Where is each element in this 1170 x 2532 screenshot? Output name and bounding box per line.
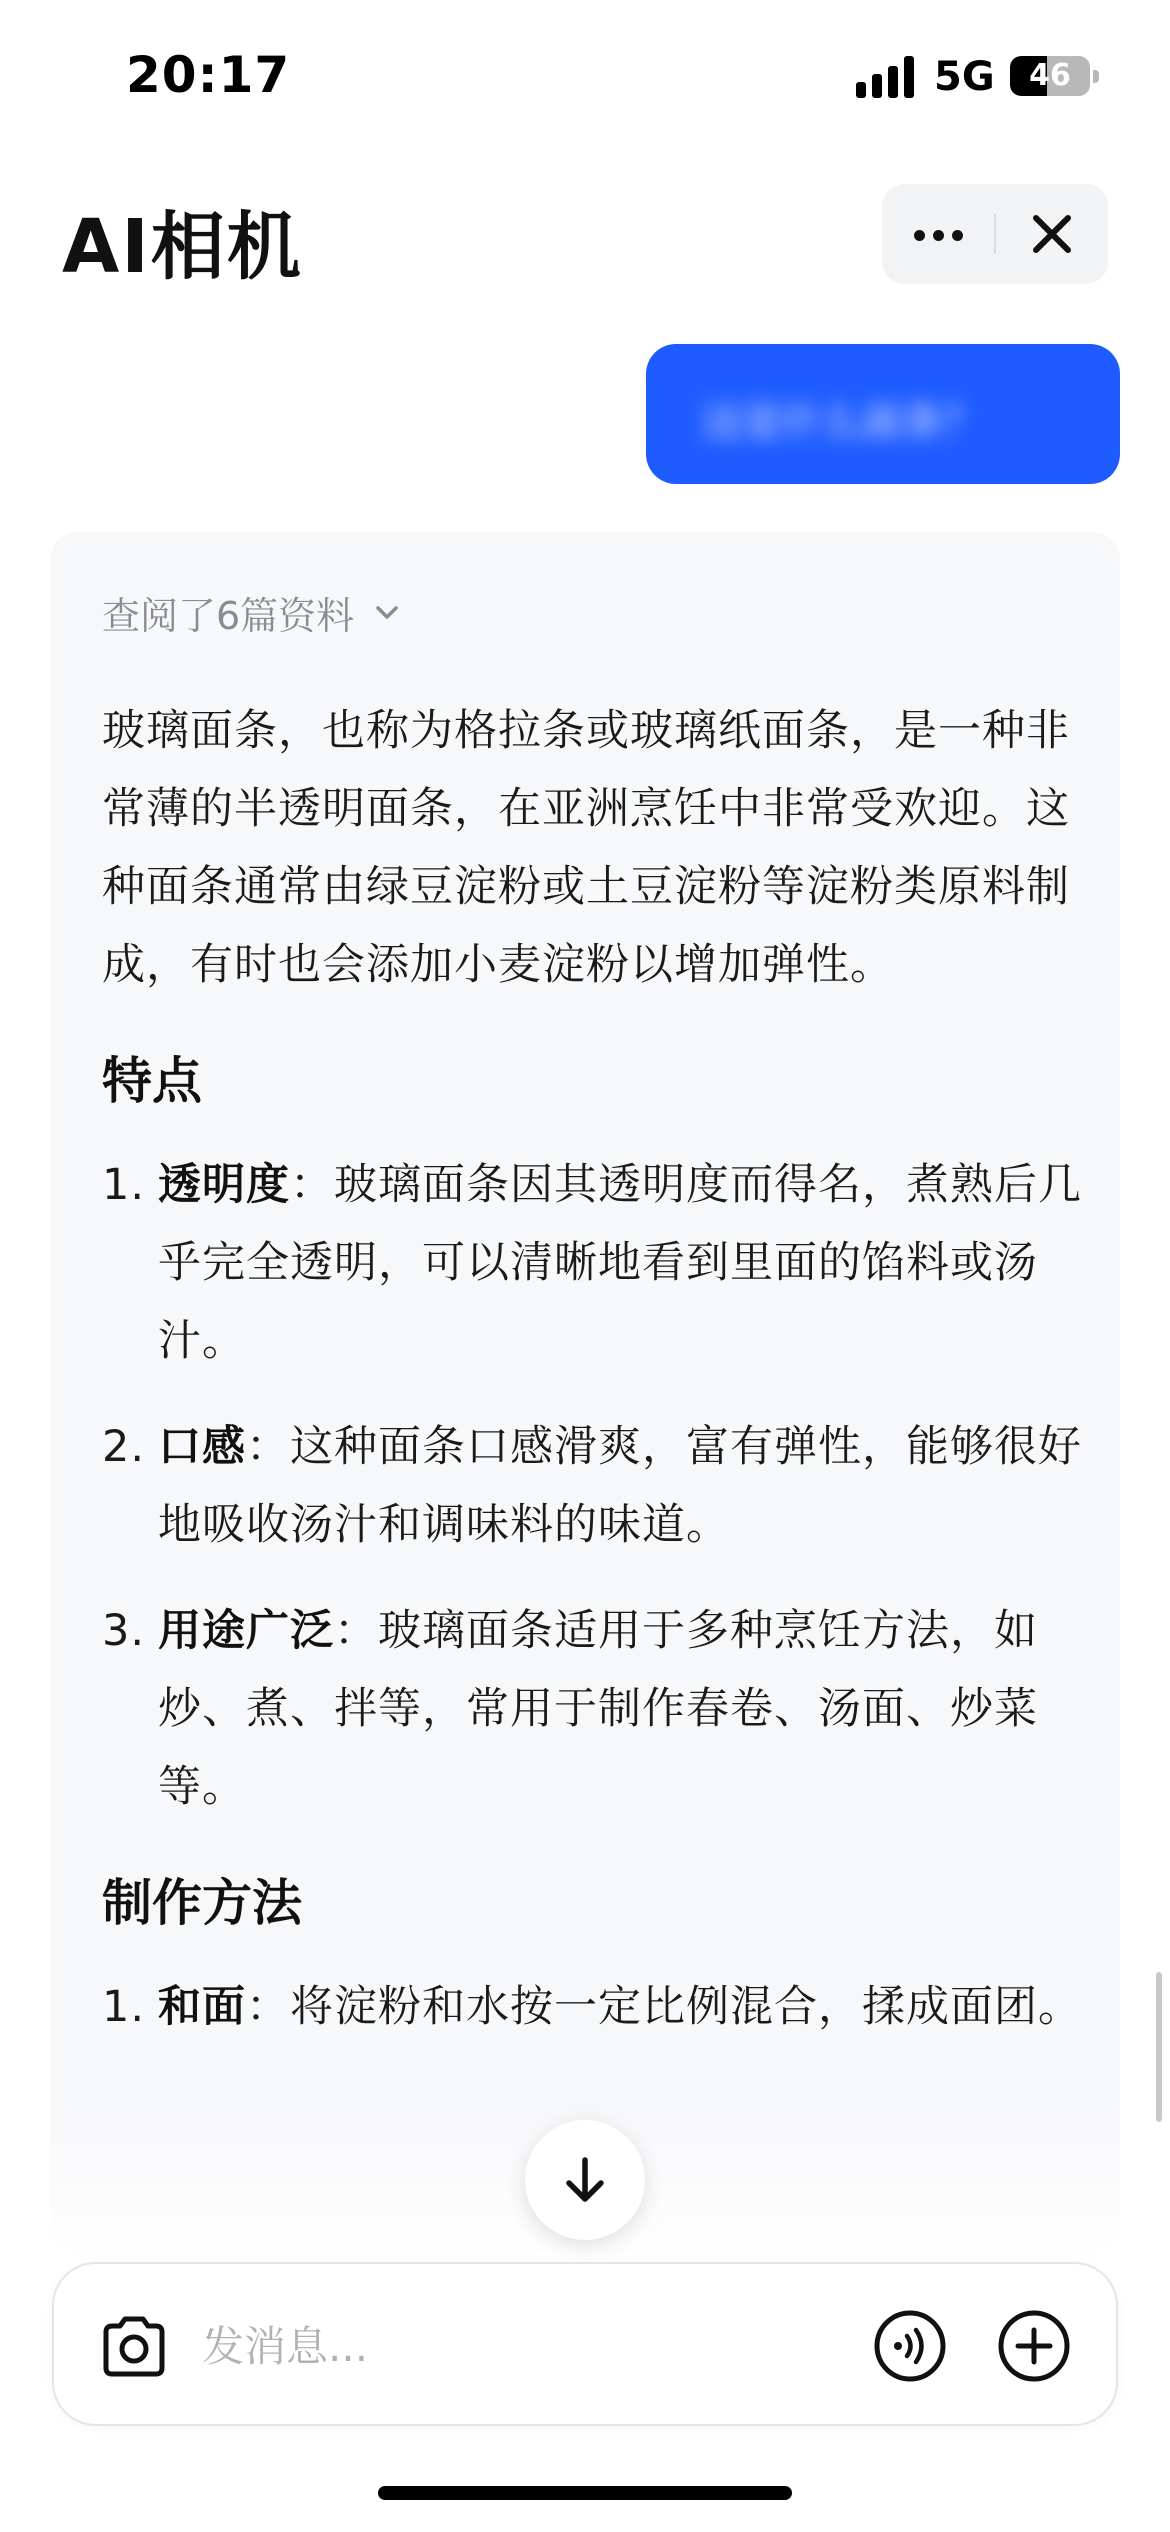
close-button[interactable]	[996, 184, 1108, 284]
list-item-title: 和面	[158, 1982, 246, 2032]
scroll-to-bottom-button[interactable]	[525, 2120, 645, 2240]
user-message-bubble[interactable]	[646, 344, 1120, 484]
battery-tip	[1093, 70, 1099, 83]
arrow-down-icon	[559, 2154, 611, 2206]
list-number: 1.	[102, 1982, 146, 2032]
close-icon	[996, 184, 1108, 284]
voice-call-button[interactable]	[872, 2308, 948, 2384]
section-heading-features: 特点	[102, 1052, 202, 1110]
answer-card	[50, 532, 1120, 2252]
answer-intro: 玻璃面条，也称为格拉条或玻璃纸面条，是一种非常薄的半透明面条，在亚洲烹饪中非常受欢迎。这种面条通常由绿豆淀粉或土豆淀粉等淀粉类原料制成，有时也会添加小麦淀粉以增加弹性。	[102, 706, 1070, 990]
list-item-text: ：玻璃面条因其透明度而得名，煮熟后几乎完全透明，可以清晰地看到里面的馅料或汤汁。	[158, 1160, 1082, 1366]
status-bar	[0, 0, 1170, 150]
more-button[interactable]	[882, 184, 994, 284]
list-number: 3.	[102, 1606, 146, 1656]
message-input-bar	[52, 2262, 1118, 2426]
sources-toggle[interactable]	[102, 584, 402, 640]
battery-level: 46	[1029, 58, 1071, 93]
home-indicator[interactable]	[378, 2486, 792, 2500]
more-dot	[952, 230, 963, 241]
answer-content	[102, 692, 1112, 2074]
list-item	[102, 1968, 1112, 2046]
list-item-title: 用途广泛	[158, 1606, 334, 1656]
network-type: 5G	[934, 54, 995, 100]
plus-button[interactable]	[996, 2308, 1072, 2384]
list-number: 2.	[102, 1422, 146, 1472]
plus-circle-icon	[996, 2308, 1072, 2384]
voice-call-icon	[872, 2308, 948, 2384]
cellular-signal-icon	[856, 56, 914, 98]
list-number: 1.	[102, 1160, 146, 1210]
list-item-title: 透明度	[158, 1160, 290, 1210]
section-heading-method: 制作方法	[102, 1874, 302, 1932]
list-item-title: 口感	[158, 1422, 246, 1472]
sources-label: 查阅了6篇资料	[102, 593, 355, 638]
header-actions	[882, 184, 1108, 284]
list-item	[102, 1592, 1112, 1826]
list-item-text: ：玻璃面条适用于多种烹饪方法，如炒、煮、拌等，常用于制作春卷、汤面、炒菜等。	[158, 1606, 1038, 1812]
user-message-text: 这是什么面条？	[702, 399, 982, 445]
list-item-text: ：将淀粉和水按一定比例混合，揉成面团。	[246, 1982, 1082, 2032]
scrollbar[interactable]	[1156, 1972, 1162, 2122]
battery-icon	[1010, 56, 1090, 96]
more-horizontal-icon	[914, 230, 925, 241]
page-title: AI相机	[62, 204, 303, 290]
message-input[interactable]: 发消息...	[202, 2322, 369, 2371]
list-item	[102, 1146, 1112, 1380]
more-dot	[933, 230, 944, 241]
list-item-text: ：这种面条口感滑爽，富有弹性，能够很好地吸收汤汁和调味料的味道。	[158, 1422, 1082, 1550]
status-time: 20:17	[126, 46, 291, 104]
camera-button[interactable]	[98, 2312, 170, 2380]
list-item	[102, 1408, 1112, 1564]
chevron-down-icon	[372, 597, 402, 627]
camera-icon	[98, 2312, 170, 2380]
